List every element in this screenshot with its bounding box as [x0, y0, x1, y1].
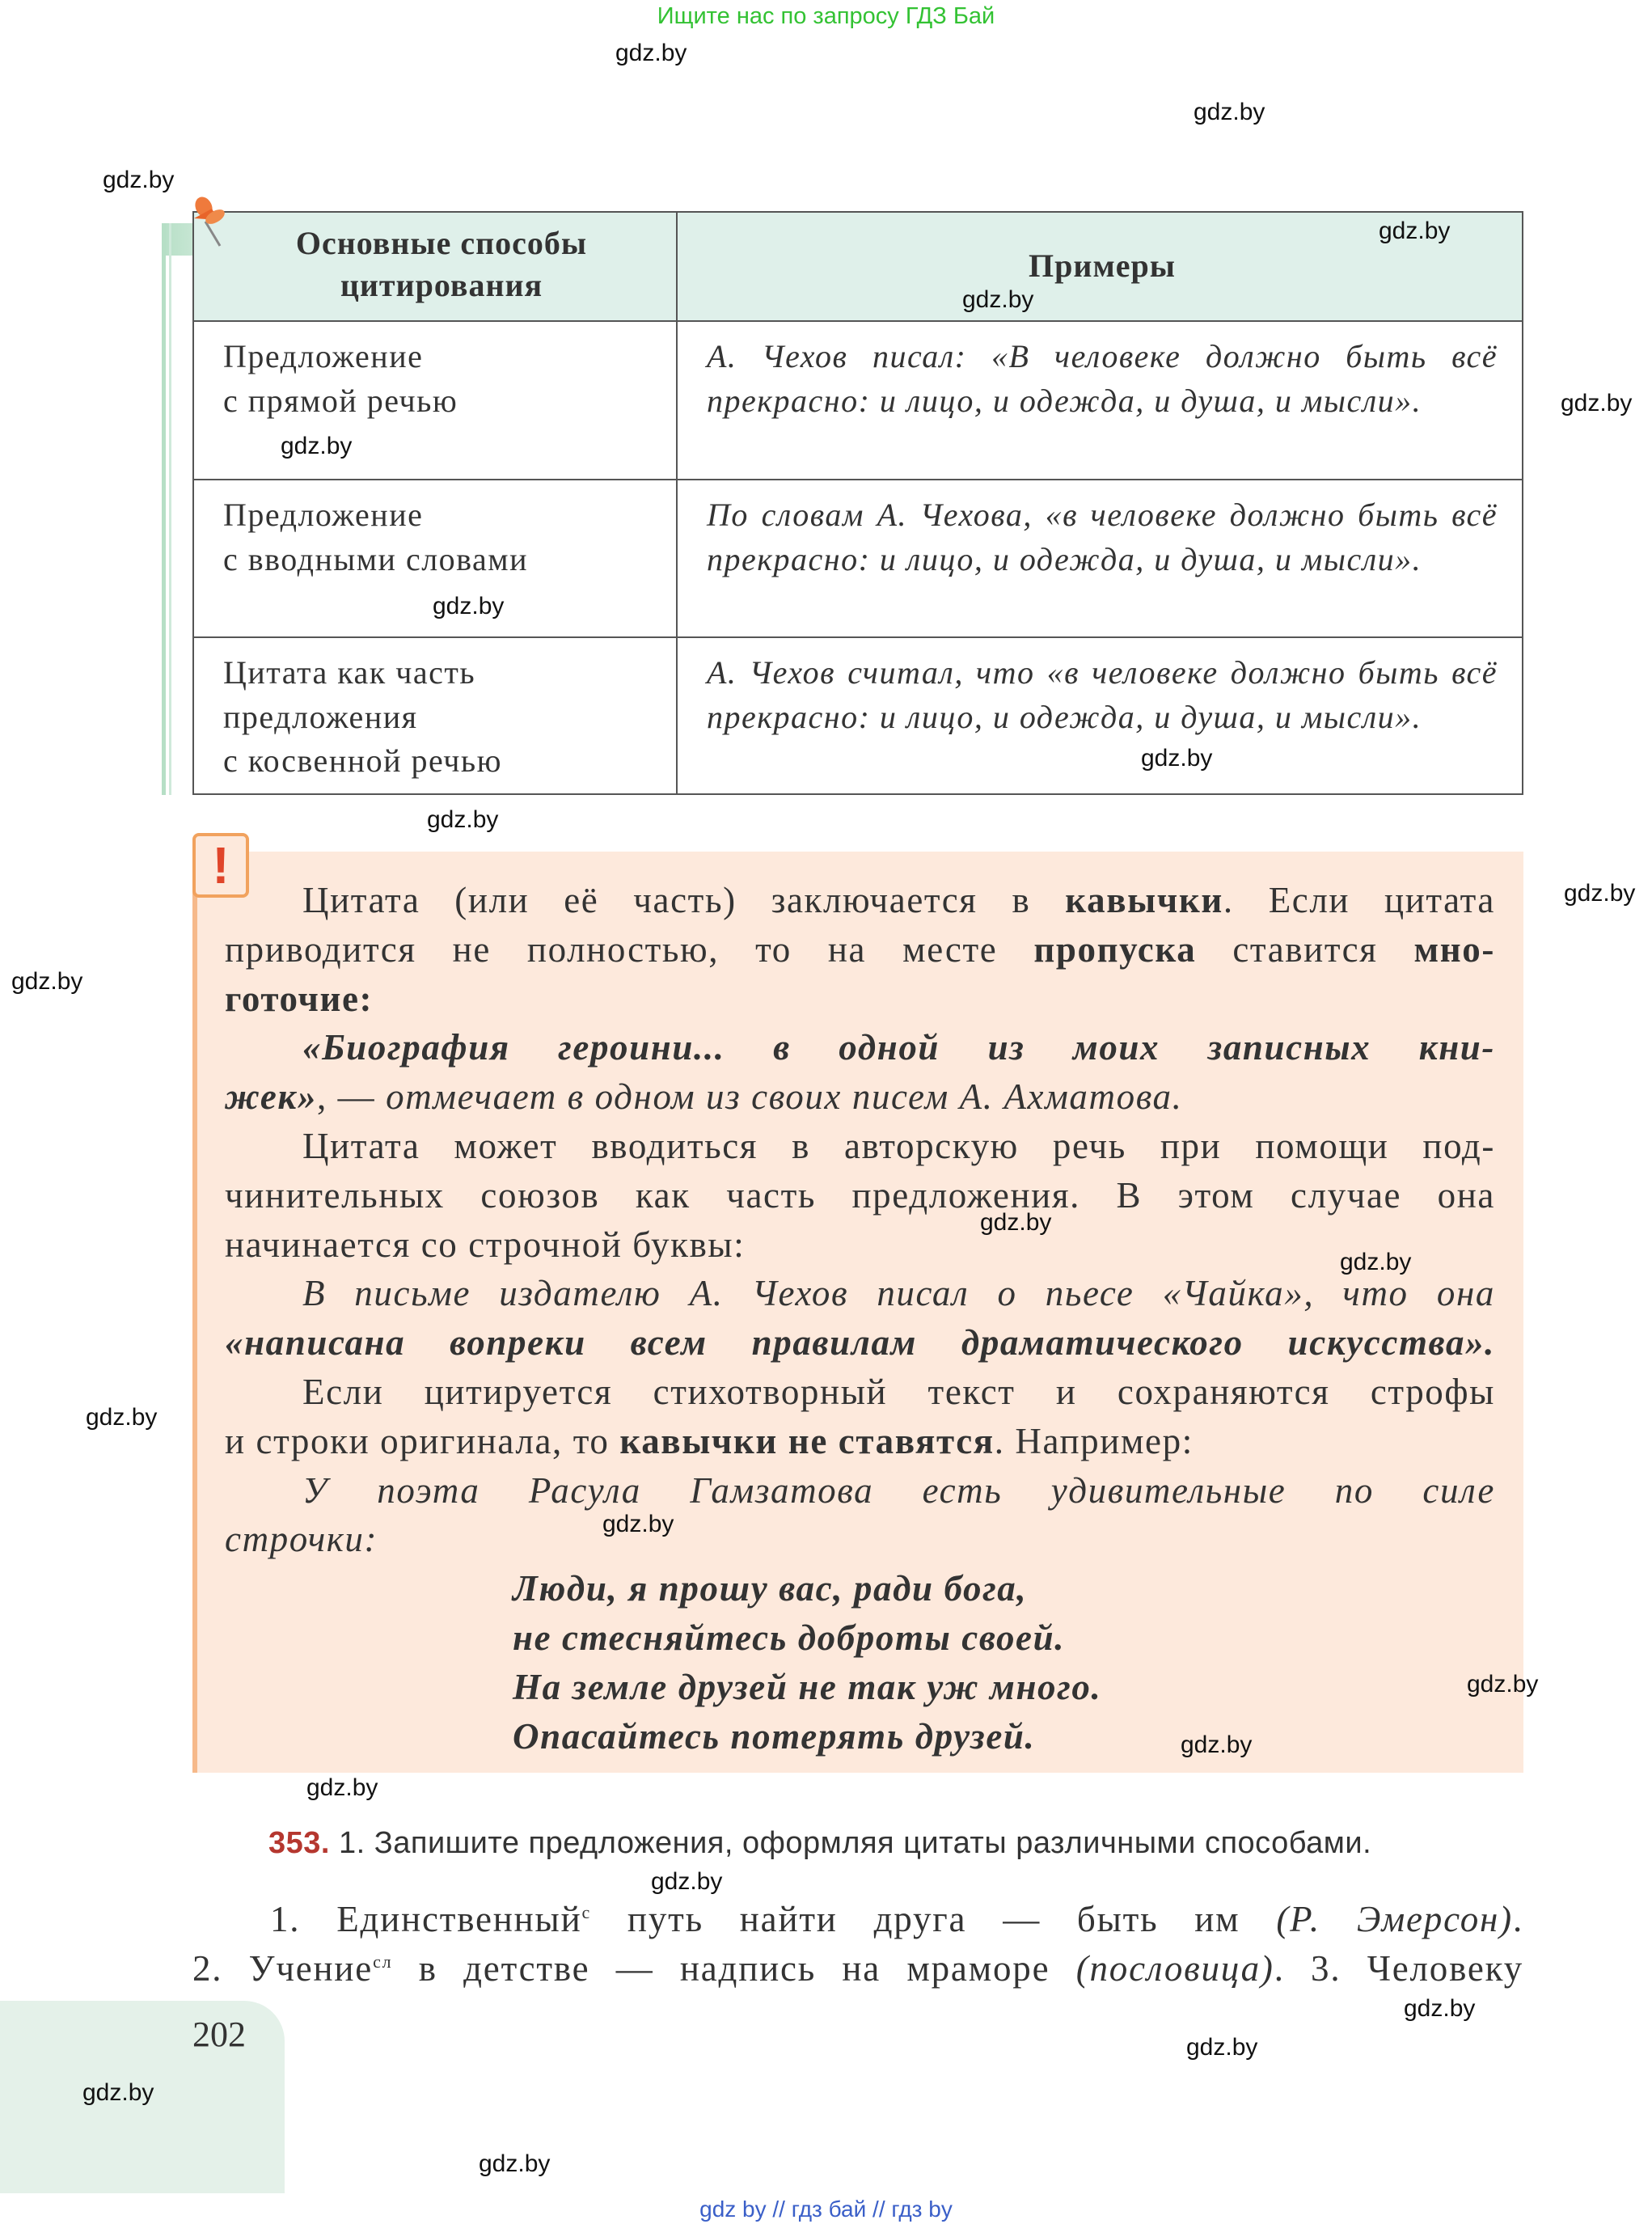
text-segment: чинительных союзов как часть предложения. В этом случае она — [225, 1174, 1495, 1216]
text-segment: На земле друзей не так уж много. — [513, 1666, 1102, 1707]
rule-line — [225, 925, 1495, 975]
watermark: gdz.by — [11, 968, 83, 995]
watermark: gdz.by — [1181, 1731, 1253, 1758]
poem-line — [225, 1712, 1495, 1761]
top-banner: Ищите нас по запросу ГДЗ Бай — [657, 3, 995, 29]
table-row — [194, 479, 1522, 637]
watermark: gdz.by — [1561, 390, 1633, 416]
rule-line — [225, 1023, 1495, 1072]
sentence-text: . — [1512, 1899, 1523, 1939]
text-segment: . Если цитата — [1223, 880, 1495, 920]
text-segment: У поэта Расула Гамзатова есть удивительные по силе — [302, 1469, 1495, 1511]
sentence-source: (пословица) — [1075, 1948, 1274, 1989]
poem-line — [225, 1613, 1495, 1663]
superscript-mark: сл — [373, 1951, 393, 1972]
watermark: gdz.by — [1564, 880, 1636, 907]
example-cell: А. Чехов считал, что «в человеке должно быть всё прекрасно: и лицо, и одежда, и душа, и мысли». — [707, 654, 1498, 735]
exercise-line-1 — [192, 1888, 1523, 1943]
sentence-text: 2. Учение — [192, 1948, 374, 1989]
watermark: gdz.by — [86, 1404, 158, 1431]
watermark: gdz.by — [479, 2150, 551, 2177]
method-line: с вводными словами — [223, 540, 528, 577]
watermark: gdz.by — [962, 286, 1034, 313]
text-segment: не стесняйтесь доброты своей. — [513, 1617, 1066, 1658]
column-divider — [676, 213, 678, 793]
watermark: gdz.by — [602, 1511, 674, 1537]
method-line: с прямой речью — [223, 382, 458, 419]
rule-line — [225, 1318, 1495, 1368]
exercise-instruction: 1. Запишите предложения, оформляя цитаты различными способами. — [329, 1826, 1372, 1860]
rule-line — [225, 1368, 1495, 1417]
text-segment: приводится не полностью, то на месте — [225, 928, 1034, 970]
watermark: gdz.by — [1194, 99, 1265, 125]
text-segment: Цитата может вводиться в авторскую речь при помощи под- — [302, 1125, 1495, 1166]
exercise-line-2 — [192, 1938, 1523, 1993]
text-segment: готочие: — [225, 978, 374, 1019]
rule-line — [225, 1515, 1495, 1564]
text-segment: «написана вопреки всем правилам драматического искусства». — [225, 1322, 1495, 1364]
text-segment: мно- — [1413, 928, 1495, 970]
watermark: gdz.by — [433, 593, 505, 619]
rule-text — [225, 876, 1495, 1761]
watermark: gdz.by — [1467, 1671, 1539, 1698]
bottom-banner: gdz by // гдз бай // гдз by — [699, 2197, 953, 2222]
table-accent-line — [162, 223, 171, 795]
watermark: gdz.by — [1340, 1249, 1412, 1275]
sentence-text: путь найти друга — быть им — [591, 1899, 1277, 1939]
poem-line — [225, 1564, 1495, 1613]
method-line: Предложение — [223, 497, 424, 533]
page-number: 202 — [192, 2015, 246, 2054]
rule-line — [225, 1220, 1495, 1270]
watermark: gdz.by — [615, 40, 687, 66]
text-segment: ставится — [1196, 928, 1414, 970]
text-segment: , — — [316, 1076, 387, 1118]
text-segment: начинается со строчной буквы: — [225, 1224, 746, 1265]
method-line: Цитата как часть — [223, 654, 476, 691]
text-segment: строчки: — [225, 1519, 378, 1560]
text-segment: Опасайтесь потерять друзей. — [513, 1715, 1036, 1757]
rule-line — [225, 1072, 1495, 1122]
watermark: gdz.by — [1141, 745, 1213, 772]
rule-line — [225, 876, 1495, 925]
table-row — [194, 320, 1522, 480]
method-cell — [223, 651, 660, 784]
method-line: с косвенной речью — [223, 742, 503, 780]
table-header-row — [194, 213, 1522, 322]
rule-line — [225, 1122, 1495, 1171]
method-line: Предложение — [223, 338, 424, 374]
rule-line — [225, 1269, 1495, 1318]
watermark: gdz.by — [651, 1868, 723, 1895]
header-methods: Основные способы цитирования — [295, 225, 588, 303]
text-segment: пропуска — [1033, 928, 1197, 970]
watermark: gdz.by — [82, 2079, 154, 2106]
watermark: gdz.by — [1186, 2034, 1258, 2061]
superscript-mark: с — [581, 1902, 592, 1922]
sentence-text: 1. Единственный — [270, 1899, 582, 1939]
watermark: gdz.by — [1404, 1995, 1476, 2022]
rule-line — [225, 1171, 1495, 1220]
method-cell — [223, 335, 660, 423]
sentence-source: (Р. Эмерсон) — [1276, 1899, 1513, 1939]
example-cell: А. Чехов писал: «В человеке должно быть всё прекрасно: и лицо, и одежда, и душа, и мысли». — [707, 338, 1498, 419]
watermark: gdz.by — [1379, 218, 1451, 244]
example-cell: По словам А. Чехова, «в человеке должно быть всё прекрасно: и лицо, и одежда, и душа, и мысли». — [707, 497, 1498, 577]
rule-line — [225, 1417, 1495, 1466]
rule-line — [225, 1466, 1495, 1516]
text-segment: Люди, я прошу вас, ради бога, — [513, 1568, 1028, 1609]
method-line: предложения — [223, 698, 418, 735]
method-cell — [223, 493, 660, 581]
text-segment: отмечает в одном из своих писем А. Ахматова. — [386, 1076, 1183, 1118]
text-segment: и строки оригинала, то — [225, 1420, 620, 1461]
watermark: gdz.by — [980, 1209, 1052, 1236]
poem-line — [225, 1663, 1495, 1712]
header-examples: Примеры — [1029, 247, 1176, 284]
text-segment: кавычки — [1065, 880, 1223, 920]
exercise-number: 353. — [268, 1826, 330, 1860]
text-segment: Цитата (или её часть) заключается в — [302, 880, 1066, 920]
citation-methods-table — [192, 211, 1523, 795]
exercise-task — [268, 1826, 1371, 1861]
sentence-text: в детстве — надпись на мраморе — [392, 1948, 1076, 1989]
watermark: gdz.by — [281, 433, 353, 459]
text-segment: В письме издателю А. Чехов писал о пьесе «Чайка», что она — [302, 1273, 1495, 1314]
text-segment: «Биография героини... в одной из моих записных кни- — [302, 1027, 1495, 1068]
pushpin-icon — [188, 194, 239, 251]
text-segment: кавычки не ставятся — [619, 1420, 995, 1461]
sentence-text: . 3. Человеку — [1274, 1948, 1523, 1989]
exclamation-icon: ! — [192, 833, 249, 898]
watermark: gdz.by — [427, 806, 499, 833]
text-segment: . Например: — [994, 1420, 1194, 1461]
table-row — [194, 636, 1522, 795]
watermark: gdz.by — [306, 1774, 378, 1801]
text-segment: Если цитируется стихотворный текст и сохраняются строфы — [302, 1371, 1495, 1412]
watermark: gdz.by — [103, 167, 175, 193]
rule-line — [225, 975, 1495, 1024]
text-segment: жек» — [225, 1076, 317, 1118]
